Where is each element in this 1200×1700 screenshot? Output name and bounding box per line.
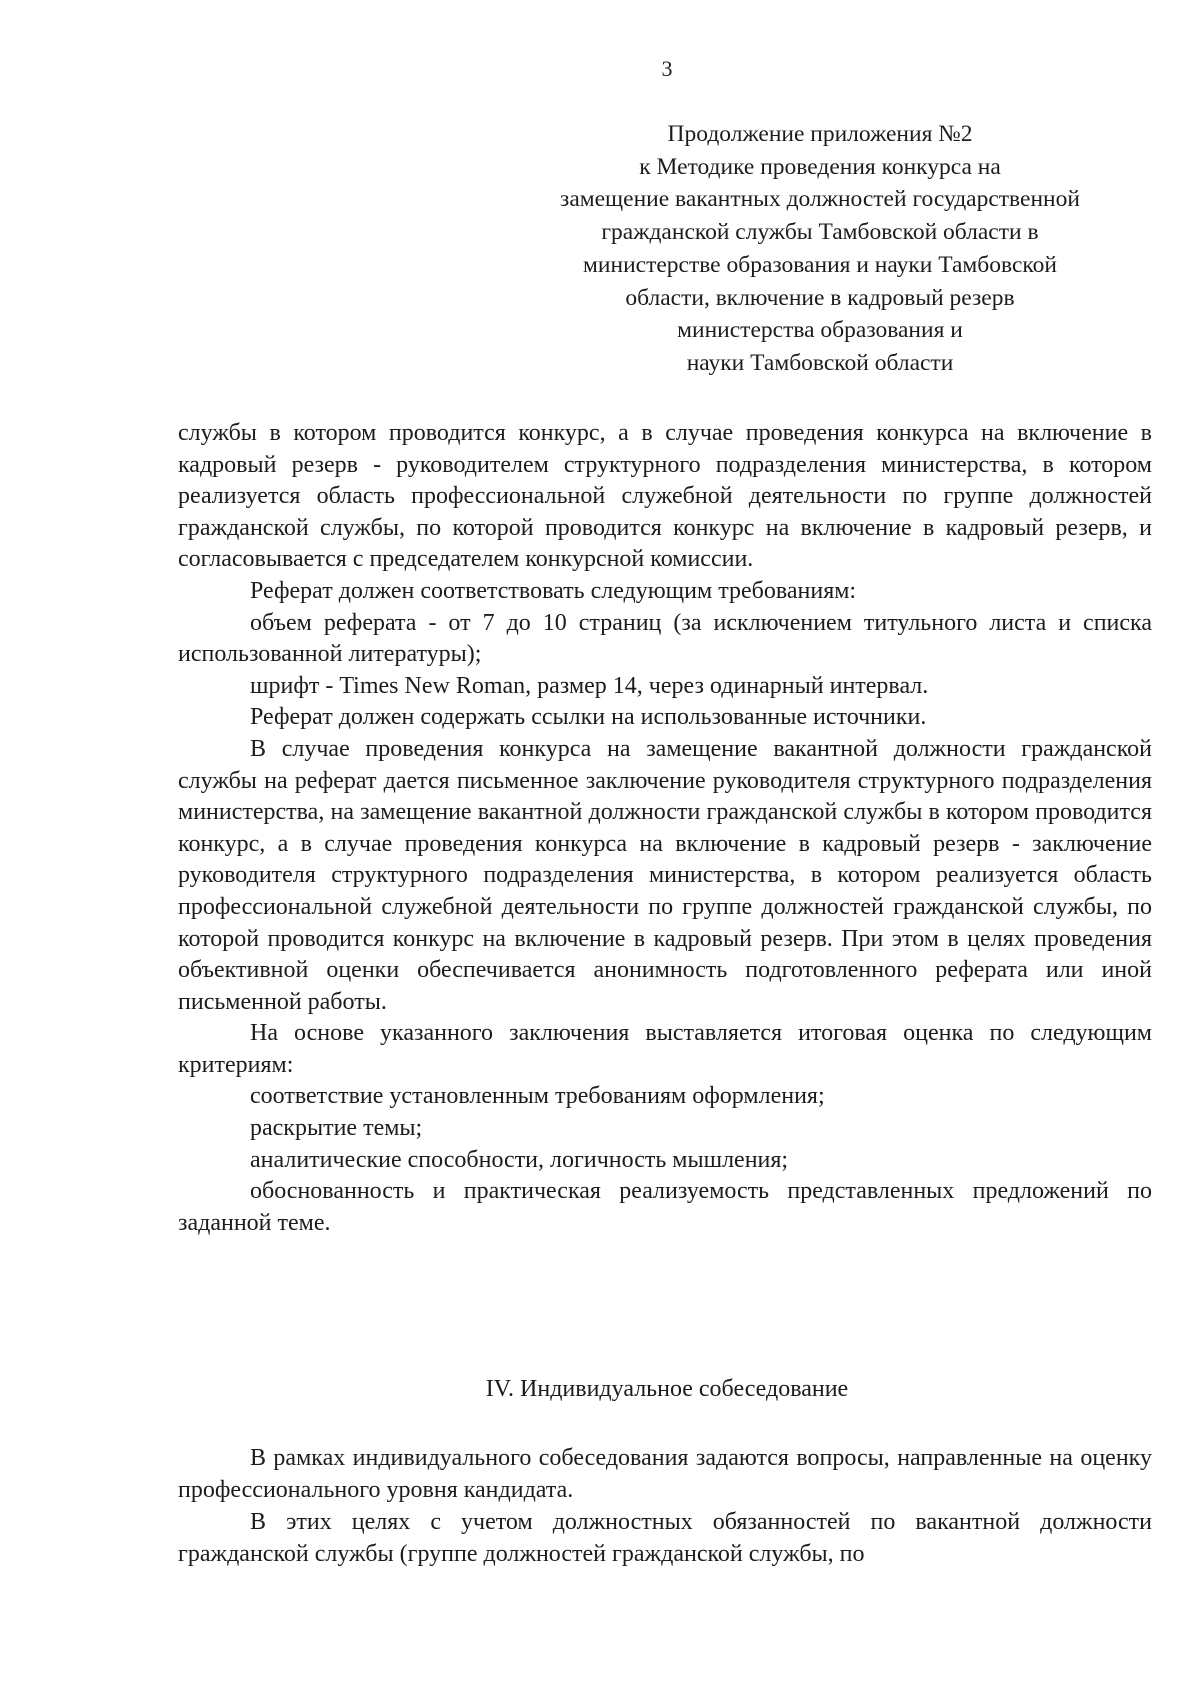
section-paragraph: В рамках индивидуального собеседования задаются вопросы, направленные на оценку профессионального уровня кандидата. <box>178 1445 1152 1503</box>
appendix-header-line: науки Тамбовской области <box>686 349 954 376</box>
body-paragraph: объем реферата - от 7 до 10 страниц (за исключением титульного листа и списка использованной литературы); <box>178 609 1152 668</box>
body-paragraph: Реферат должен содержать ссылки на использованные источники. <box>250 704 927 731</box>
section-heading: IV. Индивидуальное собеседование <box>485 1376 849 1402</box>
section-body <box>178 1442 1152 1570</box>
criteria-item: обоснованность и практическая реализуемость представленных предложений по заданной теме. <box>178 1178 1152 1236</box>
document-body <box>178 418 1152 1239</box>
criteria-item: раскрытие темы; <box>250 1115 423 1142</box>
appendix-header-line: Продолжение приложения №2 <box>667 121 973 147</box>
appendix-header-line: к Методике проведения конкурса на <box>639 153 1001 180</box>
appendix-header-line: гражданской службы Тамбовской области в <box>601 219 1039 246</box>
appendix-header-line: министерства образования и <box>677 317 963 344</box>
appendix-header-line: министерстве образования и науки Тамбовской <box>583 251 1057 278</box>
body-paragraph: На основе указанного заключения выставляется итоговая оценка по следующим критериям: <box>178 1020 1152 1078</box>
appendix-header-line: области, включение в кадровый резерв <box>625 284 1015 311</box>
criteria-item: аналитические способности, логичность мышления; <box>250 1146 789 1173</box>
appendix-header <box>520 118 1120 380</box>
body-paragraph: шрифт - Times New Roman, размер 14, через одинарный интервал. <box>250 672 929 699</box>
criteria-item: соответствие установленным требованиям оформления; <box>250 1083 825 1110</box>
page-number: 3 <box>661 56 673 81</box>
section-paragraph: В этих целях с учетом должностных обязанностей по вакантной должности гражданской службы (группе должностей гражданской службы, по <box>178 1509 1152 1567</box>
body-paragraph: В случае проведения конкурса на замещение вакантной должности гражданской службы на реферат дается письменное заключение руководителя структурного подразделения министерства, на замещение вакантной должности гражданской службы в котором проводится конкурс, а в случае проведения конкурса на включение в кадровый резерв - заключение руководителя структурного подразделения министерства, в котором реализуется область профессиональной служебной деятельности по группе должностей гражданской службы, по которой проводится конкурс на включение в кадровый резерв. При этом в целях проведения объективной оценки обеспечивается анонимность подготовленного реферата или иной письменной работы. <box>178 735 1152 1015</box>
appendix-header-line: замещение вакантных должностей государственной <box>560 186 1080 213</box>
body-paragraph: Реферат должен соответствовать следующим требованиям: <box>250 577 857 604</box>
body-paragraph: службы в котором проводится конкурс, а в случае проведения конкурса на включение в кадровый резерв - руководителем структурного подразделения министерства, в котором реализуется область профессиональной служебной деятельности по группе должностей гражданской службы, по которой проводится конкурс на включение в кадровый резерв, и согласовывается с председателем конкурсной комиссии. <box>178 420 1152 573</box>
